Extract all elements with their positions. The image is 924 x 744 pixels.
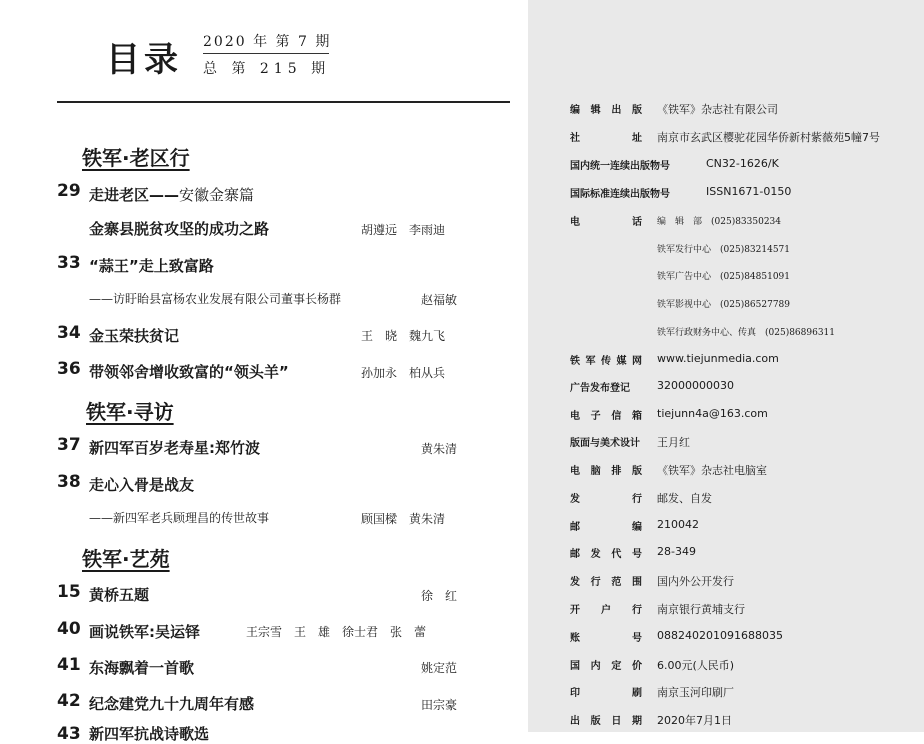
masthead-label	[570, 629, 642, 644]
article-authors: 胡遵远 李雨迪	[361, 223, 446, 237]
masthead-label-char: 电	[570, 217, 580, 228]
masthead-label-char: 版	[631, 105, 642, 116]
masthead-label-char: 辑	[590, 105, 601, 116]
masthead-value: 28-349	[657, 545, 696, 558]
masthead-label-char: 号	[631, 549, 642, 560]
article-authors: 姚定范	[421, 661, 458, 675]
masthead-label	[570, 712, 642, 727]
masthead-value: 088240201091688035	[657, 629, 783, 642]
masthead-label	[570, 462, 642, 477]
article-authors: 王宗雪 王 雄 徐士君 张 蕾	[246, 625, 427, 639]
masthead-label-char: 社	[570, 133, 580, 144]
masthead-label-char: 发	[570, 494, 580, 505]
issue-number: 2020 年 第 7 期	[203, 31, 329, 54]
issue-info	[203, 31, 332, 78]
masthead-label-char: 话	[632, 217, 642, 228]
section-heading: 铁军·寻访	[86, 400, 174, 424]
masthead-label-char: 媒	[616, 356, 627, 367]
phone-line: 铁军发行中心 (025)83214571	[657, 245, 791, 255]
masthead-value: 南京玉河印刷厂	[657, 686, 734, 699]
page-number: 34	[57, 323, 81, 343]
masthead-label	[570, 573, 642, 588]
article-title: 金寨县脱贫攻坚的成功之路	[89, 220, 270, 238]
cut-off-entry	[57, 724, 237, 744]
masthead-label-char: 内	[590, 661, 601, 672]
page-number: 33	[57, 253, 81, 273]
phone-line: 编 辑 部 (025)83350234	[657, 217, 782, 227]
page-number: 36	[57, 359, 81, 379]
article-authors: 孙加永 柏从兵	[361, 366, 446, 380]
masthead-value: 南京银行黄埔支行	[657, 603, 745, 616]
masthead-label	[570, 601, 642, 616]
masthead-label-char: 范	[611, 577, 622, 588]
masthead-value: ISSN1671-0150	[706, 185, 792, 198]
masthead-value: 《铁军》杂志社有限公司	[657, 103, 778, 116]
article-title: 新四军百岁老寿星:郑竹波	[89, 439, 260, 457]
masthead-label-char: 邮	[570, 549, 580, 560]
article-title: 金玉荣扶贫记	[89, 327, 180, 345]
masthead-label-char: 电	[570, 466, 580, 477]
masthead-label-char: 围	[631, 577, 642, 588]
masthead-label-char: 编	[632, 522, 642, 533]
masthead-label-char: 行	[590, 577, 601, 588]
section-heading: 铁军·老区行	[82, 146, 190, 170]
masthead-value: 32000000030	[657, 379, 734, 392]
masthead-label-char: 行	[632, 494, 642, 505]
masthead-label-char: 网	[632, 356, 642, 367]
phone-line: 铁军影视中心 (025)86527789	[657, 300, 791, 310]
masthead-label-char: 行	[632, 605, 642, 616]
page-number: 42	[57, 691, 81, 711]
masthead-label	[570, 407, 642, 422]
masthead-value: 南京市玄武区樱驼花园华侨新村紫薇苑5幢7号	[657, 131, 880, 144]
masthead-label-char: 刷	[632, 688, 642, 699]
article-authors: 徐 红	[421, 589, 458, 603]
masthead-value: 6.00元(人民币)	[657, 659, 735, 672]
masthead-label	[570, 213, 642, 228]
article-title: 黄桥五题	[89, 586, 150, 604]
masthead-label-char: 国	[570, 661, 580, 672]
masthead-label-char: 户	[601, 605, 611, 616]
article-title-tail: 安徽金寨篇	[179, 186, 255, 204]
article-title: 走心入骨是战友	[89, 476, 195, 494]
article-title	[89, 184, 254, 205]
cut-off-page: 43	[57, 724, 81, 744]
article-title: “蒜王”走上致富路	[89, 257, 214, 275]
masthead-label-char: 印	[570, 688, 580, 699]
masthead-label-char: 传	[601, 356, 611, 367]
phone-line: 铁军行政财务中心、传真 (025)86896311	[657, 328, 836, 338]
masthead-value: 王月红	[657, 436, 690, 449]
masthead-label-char: 日	[611, 716, 622, 727]
masthead-label-char: 脑	[590, 466, 601, 477]
page-number: 15	[57, 582, 81, 602]
masthead-label: 广告发布登记	[570, 383, 630, 394]
article-authors: 黄朱清	[421, 442, 458, 456]
masthead-label	[570, 490, 642, 505]
masthead-label-char: 箱	[631, 411, 642, 422]
article-authors: 顾国樑 黄朱清	[361, 512, 446, 526]
article-authors: 田宗豪	[421, 698, 458, 712]
masthead-label: 国际标准连续出版物号	[570, 189, 670, 200]
masthead-value: 《铁军》杂志社电脑室	[657, 464, 767, 477]
masthead-label-char: 信	[611, 411, 622, 422]
phone-line: 铁军广告中心 (025)84851091	[657, 272, 791, 282]
masthead-label-char: 定	[611, 661, 622, 672]
masthead-value: CN32-1626/K	[706, 157, 779, 170]
page-title: 目录	[106, 40, 182, 80]
masthead-label-char: 出	[611, 105, 622, 116]
masthead-label-char: 军	[585, 356, 596, 367]
masthead-value: 邮发、自发	[657, 492, 712, 505]
masthead-value: 国内外公开发行	[657, 575, 734, 588]
masthead-label: 国内统一连续出版物号	[570, 161, 670, 172]
masthead-label-char: 开	[570, 605, 580, 616]
masthead-label	[570, 545, 642, 560]
masthead-label-char: 电	[570, 411, 580, 422]
article-subtitle: ——新四军老兵顾理昌的传世故事	[89, 511, 270, 525]
article-title: 纪念建党九十九周年有感	[89, 695, 255, 713]
masthead-value: www.tiejunmedia.com	[657, 352, 779, 365]
masthead-label: 版面与美术设计	[570, 438, 640, 449]
header-divider	[57, 101, 510, 103]
article-title-main: 走进老区——	[89, 186, 180, 204]
masthead-label-char: 发	[590, 549, 601, 560]
masthead-label-char: 子	[590, 411, 601, 422]
article-title: 东海飘着一首歌	[89, 659, 195, 677]
masthead-value: 2020年7月1日	[657, 714, 732, 727]
cut-off-title: 新四军抗战诗歌选	[89, 725, 210, 743]
masthead-label-char: 版	[631, 466, 642, 477]
masthead-label-char: 价	[631, 661, 642, 672]
page-number: 41	[57, 655, 81, 675]
masthead-label-char: 编	[570, 105, 580, 116]
article-authors: 王 晓 魏九飞	[361, 329, 446, 343]
masthead-label-char: 铁	[570, 356, 580, 367]
masthead-label-char: 期	[631, 716, 642, 727]
masthead-label-char: 出	[570, 716, 580, 727]
masthead-label-char: 邮	[570, 522, 580, 533]
masthead-label-char: 址	[632, 133, 642, 144]
masthead-label-char: 代	[611, 549, 622, 560]
page-number: 38	[57, 472, 81, 492]
masthead-label	[570, 657, 642, 672]
masthead-label	[570, 352, 642, 367]
issue-total: 总 第 215 期	[203, 61, 331, 77]
masthead-label-char: 账	[570, 633, 580, 644]
masthead-label-char: 号	[632, 633, 642, 644]
masthead-label	[570, 518, 642, 533]
masthead-label	[570, 129, 642, 144]
masthead-value: tiejunn4a@163.com	[657, 407, 768, 420]
masthead-label-char: 版	[590, 716, 601, 727]
masthead-value: 210042	[657, 518, 699, 531]
article-authors: 赵福敏	[421, 293, 458, 307]
masthead-label	[570, 684, 642, 699]
article-title: 带领邻舍增收致富的“领头羊”	[89, 363, 289, 381]
masthead-label	[570, 101, 642, 116]
masthead-label-char: 排	[611, 466, 622, 477]
masthead-label-char: 发	[570, 577, 580, 588]
section-heading: 铁军·艺苑	[82, 547, 170, 571]
page-number: 40	[57, 619, 81, 639]
page-number: 37	[57, 435, 81, 455]
page-number: 29	[57, 181, 81, 201]
article-title: 画说铁军:吴运铎	[89, 623, 200, 641]
article-subtitle: ——访盱眙县富杨农业发展有限公司董事长杨群	[89, 292, 342, 306]
